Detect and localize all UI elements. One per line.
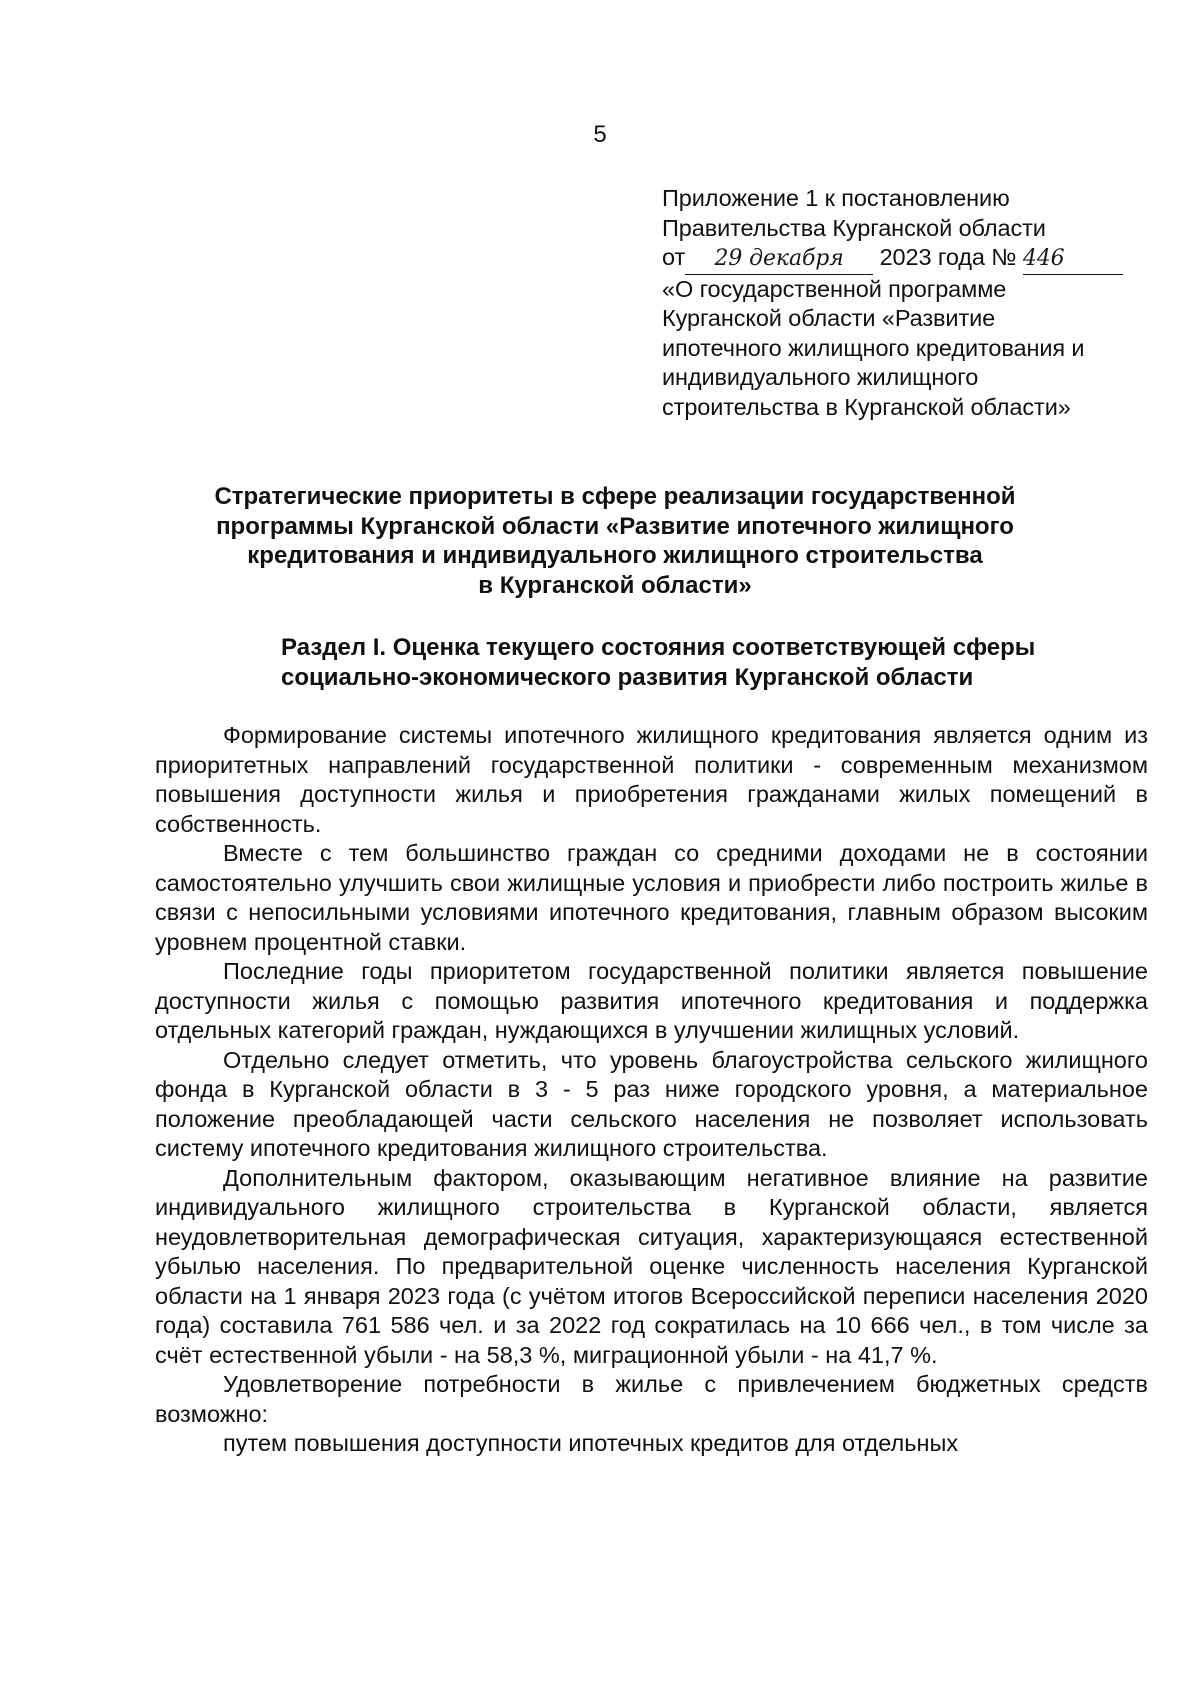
paragraph: путем повышения доступности ипотечных кредитов для отдельных [223,1430,959,1456]
handwritten-number: 446 [1023,244,1123,275]
handwritten-date: 29 декабря [685,244,873,275]
year-text: 2023 года № [879,244,1017,270]
paragraph: Вместе с тем большинство граждан со средними доходами не в состоянии самостоятельно улучшить свои жилищные условия и приобрести либо построить жилье в связи с непосильными условиями ипотечного кредитования, главным образом высоким уровнем процентной ставки. [155,840,1148,955]
title-line: Стратегические приоритеты в сфере реализации государственной [214,483,1016,510]
date-prefix: от [662,244,686,270]
paragraph: Отдельно следует отметить, что уровень благоустройства сельского жилищного фонда в Курганской области в 3 - 5 раз ниже городского уровня, а материальное положение преобладающей части сельского населения не позволяет использовать систему ипотечного кредитования жилищного строительства. [155,1046,1148,1161]
paragraph: Дополнительным фактором, оказывающим негативное влияние на развитие индивидуального жилищного строительства в Курганской области, является неудовлетворительная демографическая ситуация, характеризующаяся естественной убылью населения. По предварительной оценке численность населения Курганской области на 1 января 2023 года (с учётом итогов Всероссийской переписи населения 2020 года) составила 761 586 чел. и за 2022 год сократилась на 10 666 чел., в том числе за счёт естественной убыли - на 58,3 %, миграционной убыли - на 41,7 %. [155,1164,1148,1368]
paragraph: Удовлетворение потребности в жилье с привлечением бюджетных средств возможно: [155,1371,1148,1427]
appendix-line: Курганской области «Развитие [662,305,996,331]
document-title [150,482,1080,600]
title-line: кредитования и индивидуального жилищного строительства [247,542,983,569]
body-text [155,721,1148,1459]
paragraph: Последние годы приоритетом государственной политики является повышение доступности жилья с помощью развития ипотечного кредитования и поддержка отдельных категорий граждан, нуждающихся в улучшении жилищных условий. [155,958,1148,1043]
appendix-line: Приложение 1 к постановлению [662,185,1010,211]
section-heading [281,633,1181,692]
appendix-line: индивидуального жилищного [662,364,979,390]
appendix-line: ипотечного жилищного кредитования и [662,334,1085,361]
appendix-header [662,184,1182,422]
appendix-line: Правительства Курганской области [662,214,1046,241]
section-heading-line: социально-экономического развития Курганской области [281,663,974,691]
paragraph: Формирование системы ипотечного жилищного кредитования является одним из приоритетных направлений государственной политики - современным механизмом повышения доступности жилья и приобретения гражданами жилых помещений в собственность. [155,722,1148,837]
section-heading-line: Раздел I. Оценка текущего состояния соответствующей сферы [281,634,1036,661]
title-line: в Курганской области» [478,571,752,599]
page-number: 5 [593,121,607,148]
appendix-line: строительства в Курганской области» [662,393,1071,420]
appendix-line: «О государственной программе [662,275,1007,302]
appendix-date-line [662,243,1182,275]
title-line: программы Курганской области «Развитие ипотечного жилищного [216,512,1014,540]
